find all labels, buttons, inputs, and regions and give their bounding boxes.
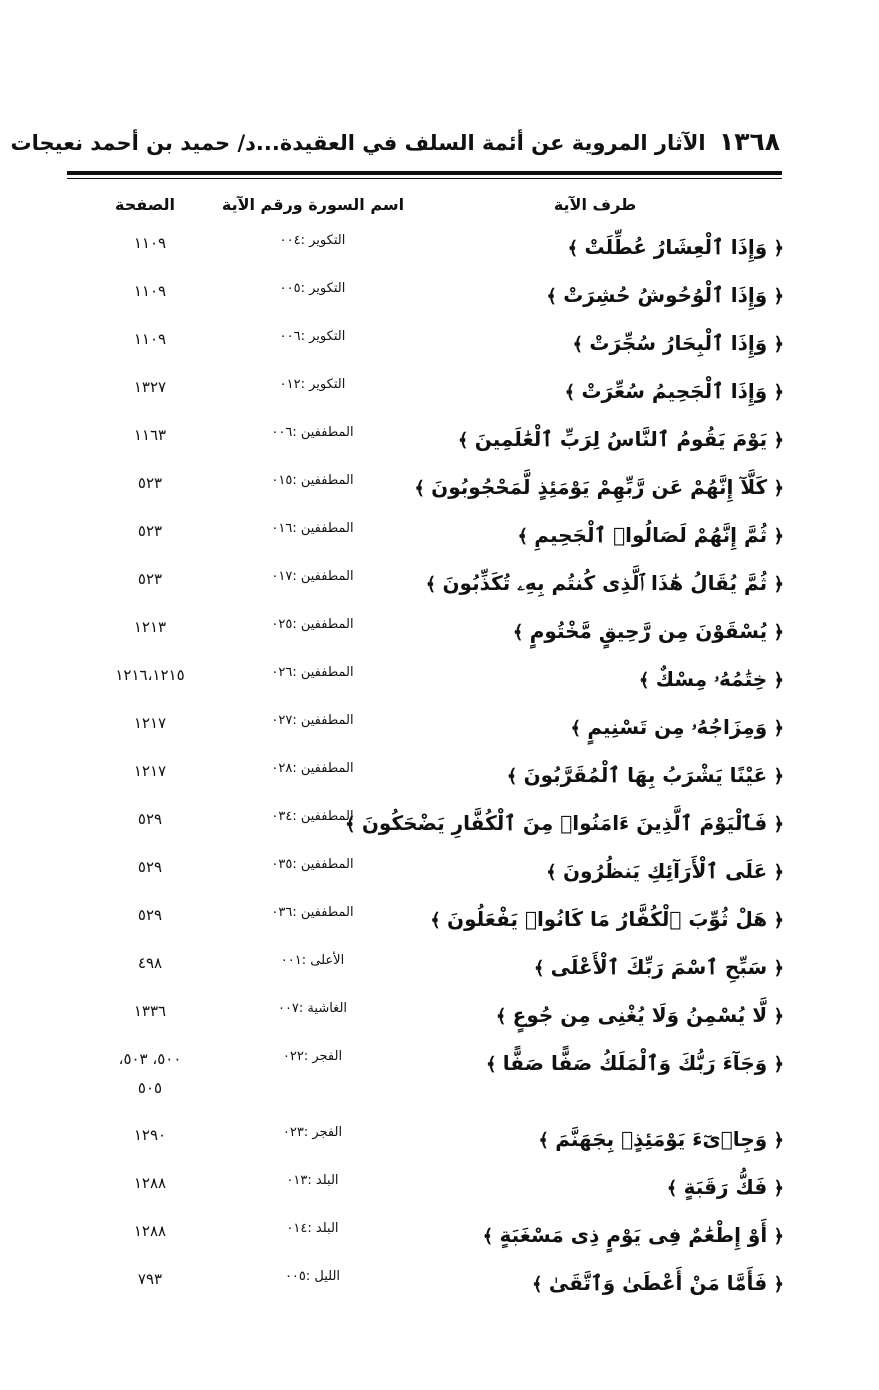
ornate-bracket-open-icon: ﴿ xyxy=(767,334,784,355)
ayah-excerpt xyxy=(464,997,784,1033)
ayah-excerpt xyxy=(464,661,784,697)
running-header xyxy=(10,122,780,162)
ornate-bracket-open-icon: ﴿ xyxy=(767,1178,784,1199)
ayah-text: سَبِّحِ ٱسْمَ رَبِّكَ ٱلْأَعْلَى xyxy=(550,955,768,979)
page-reference: ٥٢٩ xyxy=(137,906,163,924)
surah-reference: المطففين :٠٠٦ xyxy=(271,425,354,440)
page-reference: ٥٠٠، ٥٠٣، xyxy=(118,1050,182,1068)
table-row xyxy=(0,465,879,509)
header-rule-thick xyxy=(67,171,782,175)
ornate-bracket-close-icon: ﴾ xyxy=(345,814,362,835)
table-row xyxy=(0,609,879,653)
ayah-text: عَيْنًا يَشْرَبُ بِهَا ٱلْمُقَرَّبُونَ xyxy=(523,763,768,787)
ornate-bracket-close-icon: ﴾ xyxy=(457,430,475,451)
page-reference: ٥٢٣ xyxy=(137,570,163,588)
ayah-text: فَأَمَّا مَنْ أَعْطَىٰ وَٱتَّقَىٰ xyxy=(548,1271,768,1295)
page-reference: ١٢٩٠ xyxy=(133,1126,167,1144)
ornate-bracket-open-icon: ﴿ xyxy=(767,1054,784,1075)
ayah-text: فَٱلْيَوْمَ ٱلَّذِينَ ءَامَنُوا۟ مِنَ ٱلْكُفَّارِ يَضْحَكُونَ xyxy=(361,811,768,835)
column-header-page: الصفحة xyxy=(114,195,175,214)
ayah-text: ثُمَّ يُقَالُ هَٰذَا ٱلَّذِى كُنتُم بِهِۦ تُكَذِّبُونَ xyxy=(442,571,768,595)
surah-reference: التكوير :٠١٢ xyxy=(279,377,346,392)
ayah-text: أَوْ إِطْعَٰمٌ فِى يَوْمٍ ذِى مَسْغَبَةٍ xyxy=(499,1223,768,1247)
ornate-bracket-open-icon: ﴿ xyxy=(767,862,784,883)
surah-reference: المطففين :٠٢٨ xyxy=(271,761,354,776)
ornate-bracket-open-icon: ﴿ xyxy=(767,670,784,691)
ornate-bracket-open-icon: ﴿ xyxy=(767,1274,784,1295)
ayah-excerpt xyxy=(464,853,784,889)
ayah-excerpt xyxy=(464,1217,784,1253)
page-reference: ١٢١٦،١٢١٥ xyxy=(115,666,185,684)
ayah-text: يُسْقَوْنَ مِن رَّحِيقٍ مَّخْتُومٍ xyxy=(529,619,768,643)
table-row xyxy=(0,225,879,269)
table-row xyxy=(0,1261,879,1305)
ornate-bracket-open-icon: ﴿ xyxy=(767,1006,784,1027)
ayah-text: فَكُّ رَقَبَةٍ xyxy=(683,1175,768,1199)
surah-reference: التكوير :٠٠٥ xyxy=(279,281,346,296)
ayah-text: ثُمَّ إِنَّهُمْ لَصَالُوا۟ ٱلْجَحِيمِ xyxy=(534,523,768,547)
ayah-text: وَإِذَا ٱلْبِحَارُ سُجِّرَتْ xyxy=(589,331,768,355)
table-row xyxy=(0,657,879,701)
ayah-excerpt xyxy=(414,469,784,505)
ayah-excerpt xyxy=(464,949,784,985)
ornate-bracket-close-icon: ﴾ xyxy=(517,526,535,547)
page-reference: ١٢٨٨ xyxy=(133,1222,167,1240)
ornate-bracket-open-icon: ﴿ xyxy=(767,718,784,739)
ayah-excerpt xyxy=(430,901,784,937)
ornate-bracket-open-icon: ﴿ xyxy=(767,382,784,403)
ayah-excerpt xyxy=(464,517,784,553)
surah-reference: المطففين :٠٢٦ xyxy=(271,665,354,680)
page-reference: ١١٠٩ xyxy=(133,234,167,252)
ayah-excerpt xyxy=(464,757,784,793)
surah-reference: المطففين :٠٣٦ xyxy=(271,905,354,920)
ayah-text: وَإِذَا ٱلْجَحِيمُ سُعِّرَتْ xyxy=(581,379,768,403)
ornate-bracket-close-icon: ﴾ xyxy=(546,286,564,307)
surah-reference: المطففين :٠٢٧ xyxy=(271,713,354,728)
table-row xyxy=(0,753,879,797)
page-reference: ٥٢٩ xyxy=(137,858,163,876)
page-reference: ١٢١٣ xyxy=(133,618,167,636)
table-row xyxy=(0,1041,879,1097)
surah-reference: البلد :٠١٣ xyxy=(286,1173,339,1188)
page-reference: ٥٢٩ xyxy=(137,810,163,828)
ayah-excerpt xyxy=(464,613,784,649)
ayah-text: وَإِذَا ٱلْعِشَارُ عُطِّلَتْ xyxy=(584,235,768,259)
surah-reference: التكوير :٠٠٤ xyxy=(279,233,346,248)
ayah-text: وَمِزَاجُهُۥ مِن تَسْنِيمٍ xyxy=(587,715,768,739)
ornate-bracket-open-icon: ﴿ xyxy=(767,430,784,451)
ayah-text: وَجَآءَ رَبُّكَ وَٱلْمَلَكُ صَفًّا صَفًّا xyxy=(502,1051,768,1075)
surah-reference: التكوير :٠٠٦ xyxy=(279,329,346,344)
ayah-text: وَإِذَا ٱلْوُحُوشُ حُشِرَتْ xyxy=(563,283,768,307)
ornate-bracket-close-icon: ﴾ xyxy=(532,1274,549,1295)
ayah-excerpt xyxy=(464,277,784,313)
ornate-bracket-open-icon: ﴿ xyxy=(767,1226,784,1247)
ornate-bracket-close-icon: ﴾ xyxy=(482,1226,500,1247)
surah-reference: المطففين :٠٣٤ xyxy=(271,809,354,824)
column-header-surah: اسم السورة ورقم الآية xyxy=(221,195,405,214)
page-reference: ١٢٨٨ xyxy=(133,1174,167,1192)
ayah-excerpt xyxy=(464,1169,784,1205)
surah-reference: الليل :٠٠٥ xyxy=(284,1269,341,1284)
ayah-text: هَلْ ثُوِّبَ ٱلْكُفَّارُ مَا كَانُوا۟ يَفْعَلُونَ xyxy=(447,907,768,931)
ornate-bracket-open-icon: ﴿ xyxy=(767,478,784,499)
table-row xyxy=(0,849,879,893)
table-row xyxy=(0,561,879,605)
ornate-bracket-open-icon: ﴿ xyxy=(767,526,784,547)
ornate-bracket-close-icon: ﴾ xyxy=(572,334,590,355)
ornate-bracket-close-icon: ﴾ xyxy=(666,1178,684,1199)
ayah-excerpt xyxy=(464,1265,784,1301)
surah-reference: المطففين :٠٢٥ xyxy=(271,617,354,632)
page-reference-continued: ٥٠٥ xyxy=(137,1079,163,1097)
surah-reference: المطففين :٠١٦ xyxy=(271,521,354,536)
table-row xyxy=(0,273,879,317)
ornate-bracket-close-icon: ﴾ xyxy=(430,910,448,931)
header-rule-thin xyxy=(67,178,782,179)
ornate-bracket-open-icon: ﴿ xyxy=(767,766,784,787)
ornate-bracket-close-icon: ﴾ xyxy=(570,718,588,739)
ornate-bracket-close-icon: ﴾ xyxy=(512,622,530,643)
surah-reference: المطففين :٠١٥ xyxy=(271,473,354,488)
table-row xyxy=(0,801,879,845)
ornate-bracket-open-icon: ﴿ xyxy=(767,286,784,307)
page-reference: ١٣٢٧ xyxy=(133,378,167,396)
page-reference: ١١٠٩ xyxy=(133,330,167,348)
page-reference: ٤٩٨ xyxy=(137,954,163,972)
ornate-bracket-close-icon: ﴾ xyxy=(546,862,563,883)
table-row xyxy=(0,1117,879,1161)
ornate-bracket-close-icon: ﴾ xyxy=(414,478,432,499)
table-row xyxy=(0,417,879,461)
table-row xyxy=(0,1213,879,1257)
page-reference: ١١٠٩ xyxy=(133,282,167,300)
ornate-bracket-close-icon: ﴾ xyxy=(538,1130,556,1151)
table-row xyxy=(0,705,879,749)
ornate-bracket-close-icon: ﴾ xyxy=(567,238,585,259)
ayah-excerpt xyxy=(464,1045,784,1081)
page-reference: ١٢١٧ xyxy=(133,714,167,732)
ornate-bracket-open-icon: ﴿ xyxy=(767,910,784,931)
table-row xyxy=(0,513,879,557)
page-reference: ٥٢٣ xyxy=(137,474,163,492)
surah-reference: المطففين :٠٣٥ xyxy=(271,857,354,872)
ornate-bracket-close-icon: ﴾ xyxy=(485,1054,503,1075)
table-row xyxy=(0,897,879,941)
ayah-text: عَلَى ٱلْأَرَآئِكِ يَنظُرُونَ xyxy=(562,859,768,883)
page-number: ١٣٦٨ xyxy=(718,127,780,156)
ayah-excerpt xyxy=(464,1121,784,1157)
ornate-bracket-open-icon: ﴿ xyxy=(767,622,784,643)
page-reference: ٥٢٣ xyxy=(137,522,163,540)
surah-reference: البلد :٠١٤ xyxy=(286,1221,339,1236)
ayah-excerpt xyxy=(464,229,784,265)
ornate-bracket-close-icon: ﴾ xyxy=(638,670,656,691)
ornate-bracket-open-icon: ﴿ xyxy=(767,574,784,595)
ayah-excerpt xyxy=(464,325,784,361)
ornate-bracket-open-icon: ﴿ xyxy=(767,238,784,259)
surah-reference: الأعلى :٠٠١ xyxy=(280,953,345,968)
table-row xyxy=(0,369,879,413)
table-row xyxy=(0,945,879,989)
page-reference: ١١٦٣ xyxy=(133,426,167,444)
column-header-ayah: طرف الآية xyxy=(553,195,637,214)
ayah-excerpt xyxy=(345,805,784,841)
surah-reference: الفجر :٠٢٢ xyxy=(282,1049,343,1064)
ayah-text: خِتَٰمُهُۥ مِسْكٌ xyxy=(655,667,768,691)
ornate-bracket-open-icon: ﴿ xyxy=(767,1130,784,1151)
ayah-text: كَلَّآ إِنَّهُمْ عَن رَّبِّهِمْ يَوْمَئِذٍ لَّمَحْجُوبُونَ xyxy=(431,475,768,499)
page-reference: ١٣٣٦ xyxy=(133,1002,167,1020)
ornate-bracket-close-icon: ﴾ xyxy=(506,766,524,787)
ornate-bracket-close-icon: ﴾ xyxy=(533,958,551,979)
ornate-bracket-open-icon: ﴿ xyxy=(767,814,784,835)
book-title: الآثار المروية عن أئمة السلف في العقيدة...د/ حميد بن أحمد نعيجات xyxy=(10,131,706,155)
page-reference: ١٢١٧ xyxy=(133,762,167,780)
surah-reference: الغاشية :٠٠٧ xyxy=(277,1001,348,1016)
ornate-bracket-close-icon: ﴾ xyxy=(425,574,443,595)
table-row xyxy=(0,993,879,1037)
ayah-text: يَوْمَ يَقُومُ ٱلنَّاسُ لِرَبِّ ٱلْعَٰلَمِينَ xyxy=(474,427,768,451)
ornate-bracket-close-icon: ﴾ xyxy=(564,382,582,403)
table-row xyxy=(0,1165,879,1209)
table-row xyxy=(0,321,879,365)
ayah-excerpt xyxy=(457,421,784,457)
ayah-excerpt xyxy=(425,565,784,601)
surah-reference: المطففين :٠١٧ xyxy=(271,569,354,584)
ayah-excerpt xyxy=(464,373,784,409)
surah-reference: الفجر :٠٢٣ xyxy=(282,1125,343,1140)
ayah-text: لَّا يُسْمِنُ وَلَا يُغْنِى مِن جُوعٍ xyxy=(512,1003,768,1027)
page-reference: ٧٩٣ xyxy=(137,1270,163,1288)
ayah-text: وَجِا۟ىٓءَ يَوْمَئِذٍۭ بِجَهَنَّمَ xyxy=(555,1127,768,1151)
ayah-excerpt xyxy=(464,709,784,745)
ornate-bracket-close-icon: ﴾ xyxy=(495,1006,513,1027)
ornate-bracket-open-icon: ﴿ xyxy=(767,958,784,979)
